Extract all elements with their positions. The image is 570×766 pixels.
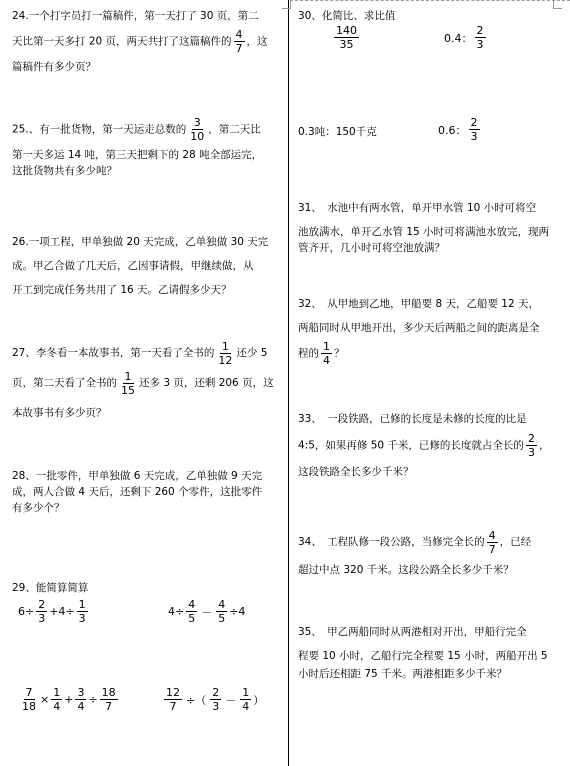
fraction: $\frac{1}{15}$ [121, 369, 135, 397]
header-line [290, 0, 570, 2]
corner-mark-right [553, 0, 562, 9]
q24-line-2: 天比第一天多打 20 页，两天共打了这篇稿件的 $\frac{4}{7}$ ，这 [12, 28, 268, 55]
fraction: $\frac{140}{35}$ [336, 24, 357, 51]
fraction: $\frac{4}{5}$ [218, 598, 226, 625]
q24-line-3: 篇稿件有多少页？ [12, 61, 96, 73]
question-30-title: 30、化简比、求比值 [298, 10, 396, 22]
question-28 [12, 468, 262, 516]
fraction: $\frac{4}{5}$ [188, 598, 196, 625]
fraction: $\frac{1}{3}$ [78, 598, 86, 625]
question-35 [298, 620, 548, 686]
q32-line-2: 两船同时从甲地开出，多少天后两船之间的距离是全 [298, 322, 540, 334]
fraction: $\frac{1}{12}$ [218, 339, 233, 367]
q31-line-3: 管齐开，几小时可将空池放满？ [298, 242, 445, 254]
q28-line-1: 28、一批零件，甲单独做 6 天完成，乙单独做 9 天完 [12, 470, 263, 482]
fraction: $\frac{2}{3}$ [470, 116, 478, 143]
fraction: $\frac{3}{4}$ [77, 686, 85, 713]
q25-line-3: 这批货物共有多少吨？ [12, 165, 117, 177]
q29-expression-1: 6÷ $\frac{2}{3}$ +4÷ $\frac{1}{3}$ [18, 598, 86, 625]
q35-line-2: 程要 10 小时，乙船行完全程要 15 小时，两船开出 5 [298, 650, 548, 662]
q31-line-2: 池放满水，单开乙水管 15 小时可将满池水放完，现两 [298, 226, 550, 238]
q33-line-3: 这段铁路全长多少千米？ [298, 466, 414, 478]
q27-line-3: 本故事书有多少页？ [12, 407, 107, 419]
question-33 [298, 406, 549, 485]
fraction: $\frac{2}{3}$ [476, 24, 484, 51]
fraction: $\frac{1}{4}$ [53, 686, 61, 713]
q26-line-2: 成。甲乙合做了几天后，乙因事请假，甲继续做，从 [12, 260, 254, 272]
q24-line-1: 24.一个打字员打一篇稿件，第一天打了 30 页，第二 [12, 10, 259, 22]
q29-expression-3: $\frac{7}{18}$ × $\frac{1}{4}$ + $\frac{3}{4}$ ÷ $\frac{18}{7}$ [22, 686, 116, 713]
fraction: $\frac{18}{7}$ [101, 686, 116, 713]
fraction: $\frac{2}{3}$ [527, 432, 535, 459]
q32-line-1: 32、 从甲地到乙地，甲船要 8 天，乙船要 12 天， [298, 298, 540, 310]
q30-item-b: 0.4： $\frac{2}{3}$ [444, 24, 484, 51]
column-divider [288, 0, 289, 766]
question-26 [12, 230, 268, 302]
fraction: $\frac{4}{7}$ [488, 528, 496, 556]
q29-expression-2: 4÷ $\frac{4}{5}$ － $\frac{4}{5}$ ÷4 [168, 598, 246, 625]
q25-line-2: 第一天多运 14 吨，第三天把剩下的 28 吨全部运完， [12, 149, 263, 161]
fraction: $\frac{4}{7}$ [235, 28, 243, 55]
q25-line-1: 25.、有一批货物，第一天运走总数的 $\frac{3}{10}$ ，第二天比 [12, 116, 261, 143]
q33-line-2: 4:5，如果再修 50 千米，已修的长度就占全长的 $\frac{2}{3}$ ， [298, 432, 550, 459]
q28-line-3: 有多少个？ [12, 502, 65, 514]
q27-line-1: 27、李冬看一本故事书，第一天看了全书的 $\frac{1}{12}$ 还少 5 [12, 339, 268, 367]
q35-line-1: 35、 甲乙两船同时从两港相对开出，甲船行完全 [298, 626, 527, 638]
q30-item-c: 0.3吨：150千克 [298, 126, 377, 138]
fraction: $\frac{7}{18}$ [22, 686, 36, 713]
q34-line-1: 34、 工程队修一段公路，当修完全长的 $\frac{4}{7}$ ，已经 [298, 528, 532, 556]
q29-expression-4: $\frac{12}{7}$ ÷（ $\frac{2}{3}$ － $\frac{1}{4}$ ） [166, 686, 265, 713]
q26-line-3: 开工到完成任务共用了 16 天。乙请假多少天？ [12, 284, 232, 296]
q32-line-3: 程的 $\frac{1}{4}$ ？ [298, 340, 345, 367]
q34-line-2: 超过中点 320 千米。这段公路全长多少千米？ [298, 564, 514, 576]
q27-line-2: 页，第二天看了全书的 $\frac{1}{15}$ 还多 3 页，还剩 206 页，这 [12, 369, 274, 397]
q30-item-a [332, 24, 361, 51]
q30-item-d: 0.6： $\frac{2}{3}$ [438, 116, 478, 143]
question-25 [12, 116, 262, 183]
q35-line-3: 小时后还相距 75 千米。两港相距多少千米？ [298, 668, 508, 680]
question-34 [298, 528, 531, 584]
q26-line-1: 26.一项工程，甲单独做 20 天完成，乙单独做 30 天完 [12, 236, 269, 248]
q33-line-1: 33、 一段铁路，已修的长度是未修的长度的比是 [298, 413, 527, 425]
fraction: $\frac{12}{7}$ [166, 686, 180, 713]
question-31 [298, 196, 549, 260]
question-27 [12, 338, 274, 428]
fraction: $\frac{2}{3}$ [38, 598, 46, 625]
question-32 [298, 292, 540, 367]
fraction: $\frac{3}{10}$ [190, 116, 205, 143]
q28-line-2: 成，两人合做 4 天后，还剩下 260 个零件，这批零件 [12, 486, 263, 498]
fraction: $\frac{1}{4}$ [242, 686, 250, 713]
fraction: $\frac{2}{3}$ [212, 686, 220, 713]
corner-mark-left [282, 0, 291, 9]
fraction: $\frac{1}{4}$ [323, 340, 330, 367]
q31-line-1: 31、 水池中有两水管，单开甲水管 10 小时可将空 [298, 202, 537, 214]
question-24 [12, 4, 268, 79]
question-29-title: 29、能简算简算 [12, 582, 89, 594]
